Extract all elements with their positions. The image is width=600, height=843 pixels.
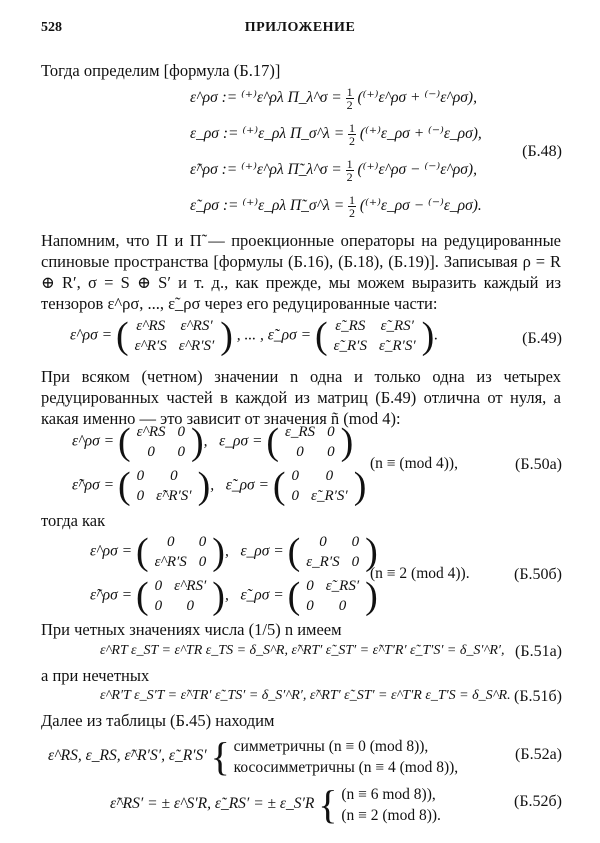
page-number: 528 [41,20,62,35]
matrix-b50b-2: ( 0 0 ε_R′S 0 ) [287,531,378,573]
matrix-cell: ε^R′S′ [178,338,215,354]
matrix-cell: 0 [136,468,145,484]
matrix-cell: ε^R′S [154,554,187,570]
eq-b48-line1 [190,86,477,111]
eq-lhs: ε̃^ρσ = [90,586,133,604]
matrix-cell: 0 [306,578,314,594]
eq-tag-b50a: (Б.50а) [515,456,562,473]
eq-b49-dots: , ... , [236,326,264,344]
eq-b48-line3 [190,158,477,183]
fraction-half: $\frac{1}{2}$ [346,157,353,184]
eq-lhs: ε̃_ρσ = [225,476,270,494]
matrix-cell: 0 [154,598,163,614]
matrix-cell: 0 [325,468,334,484]
matrix-cell: ε̃^R′S′ [156,488,192,504]
matrix-cell: 0 [319,534,327,550]
case-antisymmetric: кососимметричны (n ≡ 4 (mod 8)), [233,758,459,776]
text-odd: а при нечетных [41,666,150,685]
eq-b48-l1-rhs: (⁽⁺⁾ε^ρσ + ⁽⁻⁾ε^ρσ), [357,89,477,107]
eq-tag-b49: (Б.49) [522,330,562,347]
matrix-b50a-1: ( ε^RS 0 0 0 ) [117,421,204,463]
eq-b50b-condition: (n ≡ 2 (mod 4)). [370,565,470,582]
matrix-b49-2: ( ε̃_RS ε̃_RS′ ε̃_R′S ε̃_R′S′ ) [314,315,435,357]
matrix-cell: 0 [177,444,186,460]
eq-b52b-cases [341,784,441,826]
eq-b52a-lhs: ε^RS, ε_RS, ε̃^R′S′, ε̃_R′S′ [48,747,207,765]
matrix-cell: 0 [291,488,300,504]
eq-b52b [110,781,441,828]
eq-b52a-cases [234,736,459,778]
eq-b48-l1-lhs: ε^ρσ := ⁽⁺⁾ε^ρλ Π_λ^σ = [190,89,342,107]
eq-b48-l2-rhs: (⁽⁺⁾ε_ρσ + ⁽⁻⁾ε_ρσ), [359,125,482,143]
eq-b48-l2-lhs: ε_ρσ := ⁽⁺⁾ε_ρλ Π_σ^λ = [190,125,345,143]
eq-tag-b51a: (Б.51а) [515,643,562,660]
matrix-cell: ε̃_R′S [333,338,367,354]
case-n6: (n ≡ 6 mod 8)), [341,785,436,803]
matrix-cell: 0 [186,598,194,614]
paragraph-even-n: При всяком (четном) значении n одна и только одна из четырех редуцированных частей в каждой из матриц (Б.49) отлична от нуля, а какая именно — это зависит от значения ñ (mod 4): [41,367,561,428]
eq-b50a-condition: (n ≡ (mod 4)), [370,455,458,472]
eq-lhs: ε^ρσ = [90,542,133,560]
matrix-cell: 0 [296,444,304,460]
matrix-b49-1: ( ε^RS ε^RS′ ε^R′S ε^R′S′ ) [115,315,233,357]
matrix-cell: 0 [177,424,186,440]
matrix-cell: ε̃_RS [335,318,366,334]
eq-lhs: ε_ρσ = [240,542,284,560]
eq-b48-line4 [190,194,482,219]
eq-b48-l4-lhs: ε̃_ρσ := ⁽⁺⁾ε_ρλ Π̃_σ^λ = [190,197,345,215]
eq-b51a: ε^RT ε_ST = ε^TR ε_TS = δ_S^R, ε̃^RT′ ε̃_ST′ = ε̃^T′R′ ε̃_T′S′ = δ_S′^R′, [100,643,505,658]
fraction-half: $\frac{1}{2}$ [349,193,356,220]
eq-b51b: ε^R′T ε_S′T = ε̃^TR′ ε̃_TS′ = δ_S′^R′, ε̃^RT′ ε̃_ST′ = ε^T′R ε_T′S = δ_S^R. [100,688,511,703]
eq-tag-b51b: (Б.51б) [514,688,562,705]
matrix-cell: 0 [291,468,300,484]
eq-b49-lhs1: ε^ρσ = [70,326,113,344]
text-even-fifth: При четных значениях числа (1/5) n имеем [41,620,342,639]
matrix-cell: ε̃_R′S′ [378,338,416,354]
matrix-b50b-3: ( 0 ε^RS′ 0 0 ) [135,575,225,617]
matrix-b50b-4: ( 0 ε̃_RS′ 0 0 ) [287,575,378,617]
eq-lhs: ε̃_ρσ = [240,586,284,604]
matrix-b50a-3: ( 0 0 0 ε̃^R′S′ ) [117,465,211,507]
eq-b50a-row2: ε̃^ρσ = ( 0 0 0 ε̃^R′S′ ), ε̃_ρσ = ( 0 0 0 ε̃_R′S′ ) [72,465,367,507]
text-whereas: тогда как [41,511,106,530]
case-n2: (n ≡ 2 (mod 8)). [341,806,441,824]
fraction-half: $\frac{1}{2}$ [346,85,353,112]
matrix-cell: 0 [147,444,155,460]
eq-b48-l4-rhs: (⁽⁺⁾ε_ρσ − ⁽⁻⁾ε_ρσ). [359,197,482,215]
matrix-b50a-4: ( 0 0 0 ε̃_R′S′ ) [272,465,367,507]
eq-tag-b52a: (Б.52а) [515,746,562,763]
matrix-b50b-1: ( 0 0 ε^R′S 0 ) [135,531,225,573]
eq-b49-end: . [434,326,439,344]
matrix-cell: ε̃_R′S′ [311,488,348,504]
matrix-cell: 0 [306,598,314,614]
eq-b50a-row1: ε^ρσ = ( ε^RS 0 0 0 ), ε_ρσ = ( ε_RS 0 0 0 ) [72,421,354,463]
paragraph-projection: Напомним, что Π и Π̃ — проекционные операторы на редуцированные спиновые пространства [формулы (Б.16), (Б.18), (Б.19)]. Записывая ρ = R ⊕ R′, σ = S ⊕ S′ и т. д., как прежде, мы можем выразить каждый из тензоров ε^ρσ, ..., ε̃_ρσ через его редуцированные части: [41,231,561,313]
matrix-cell: 0 [154,578,163,594]
eq-b48-line2 [190,122,482,147]
eq-b48-l3-lhs: ε̃^ρσ := ⁽⁺⁾ε^ρλ Π̃_λ^σ = [190,161,342,179]
matrix-cell: 0 [198,554,207,570]
matrix-cell: ε^RS′ [180,318,213,334]
eq-b48-l3-rhs: (⁽⁺⁾ε^ρσ − ⁽⁻⁾ε^ρσ), [357,161,477,179]
matrix-cell: ε^RS′ [174,578,207,594]
eq-tag-b52b: (Б.52б) [514,793,562,810]
running-title: ПРИЛОЖЕНИЕ [244,20,356,35]
eq-tag-b50b: (Б.50б) [514,566,562,583]
case-symmetric: симметричны (n ≡ 0 (mod 8)), [233,737,429,755]
matrix-cell: ε̃_RS′ [380,318,414,334]
eq-b52a [48,733,458,780]
matrix-cell: ε_RS [284,424,316,440]
eq-b49 [70,316,438,356]
eq-b50b-row1: ε^ρσ = ( 0 0 ε^R′S 0 ), ε_ρσ = ( 0 0 ε_R′S 0 ) [90,531,378,573]
matrix-cell: ε̃_RS′ [325,578,360,594]
matrix-cell: 0 [166,534,175,550]
eq-lhs: ε_ρσ = [219,432,263,450]
eq-lhs: ε̃^ρσ = [72,476,115,494]
text-from-table: Далее из таблицы (Б.45) находим [41,711,275,730]
page-header [0,20,600,40]
eq-b49-lhs2: ε̃_ρσ = [267,326,312,344]
matrix-cell: ε_R′S [306,554,340,570]
matrix-cell: 0 [351,554,360,570]
matrix-cell: 0 [351,534,360,550]
matrix-cell: 0 [327,444,335,460]
matrix-cell: ε^RS [136,318,166,334]
eq-b50b-row2: ε̃^ρσ = ( 0 ε^RS′ 0 0 ), ε̃_ρσ = ( 0 ε̃_RS′ 0 0 ) [90,575,378,617]
matrix-b50a-2: ( ε_RS 0 0 0 ) [266,421,354,463]
intro-text: Тогда определим [формула (Б.17)] [41,61,281,80]
matrix-cell: 0 [198,534,207,550]
matrix-cell: 0 [170,468,178,484]
matrix-cell: 0 [338,598,347,614]
matrix-cell: 0 [327,424,335,440]
matrix-cell: ε^R′S [134,338,167,354]
eq-tag-b48: (Б.48) [522,143,562,160]
matrix-cell: 0 [136,488,145,504]
eq-lhs: ε^ρσ = [72,432,115,450]
eq-b52b-lhs: ε̃^RS′ = ± ε^S′R, ε̃_RS′ = ± ε_S′R [110,795,315,813]
matrix-cell: ε^RS [136,424,166,440]
brace-icon: { [318,782,338,827]
brace-icon: { [210,734,230,779]
fraction-half: $\frac{1}{2}$ [349,121,356,148]
